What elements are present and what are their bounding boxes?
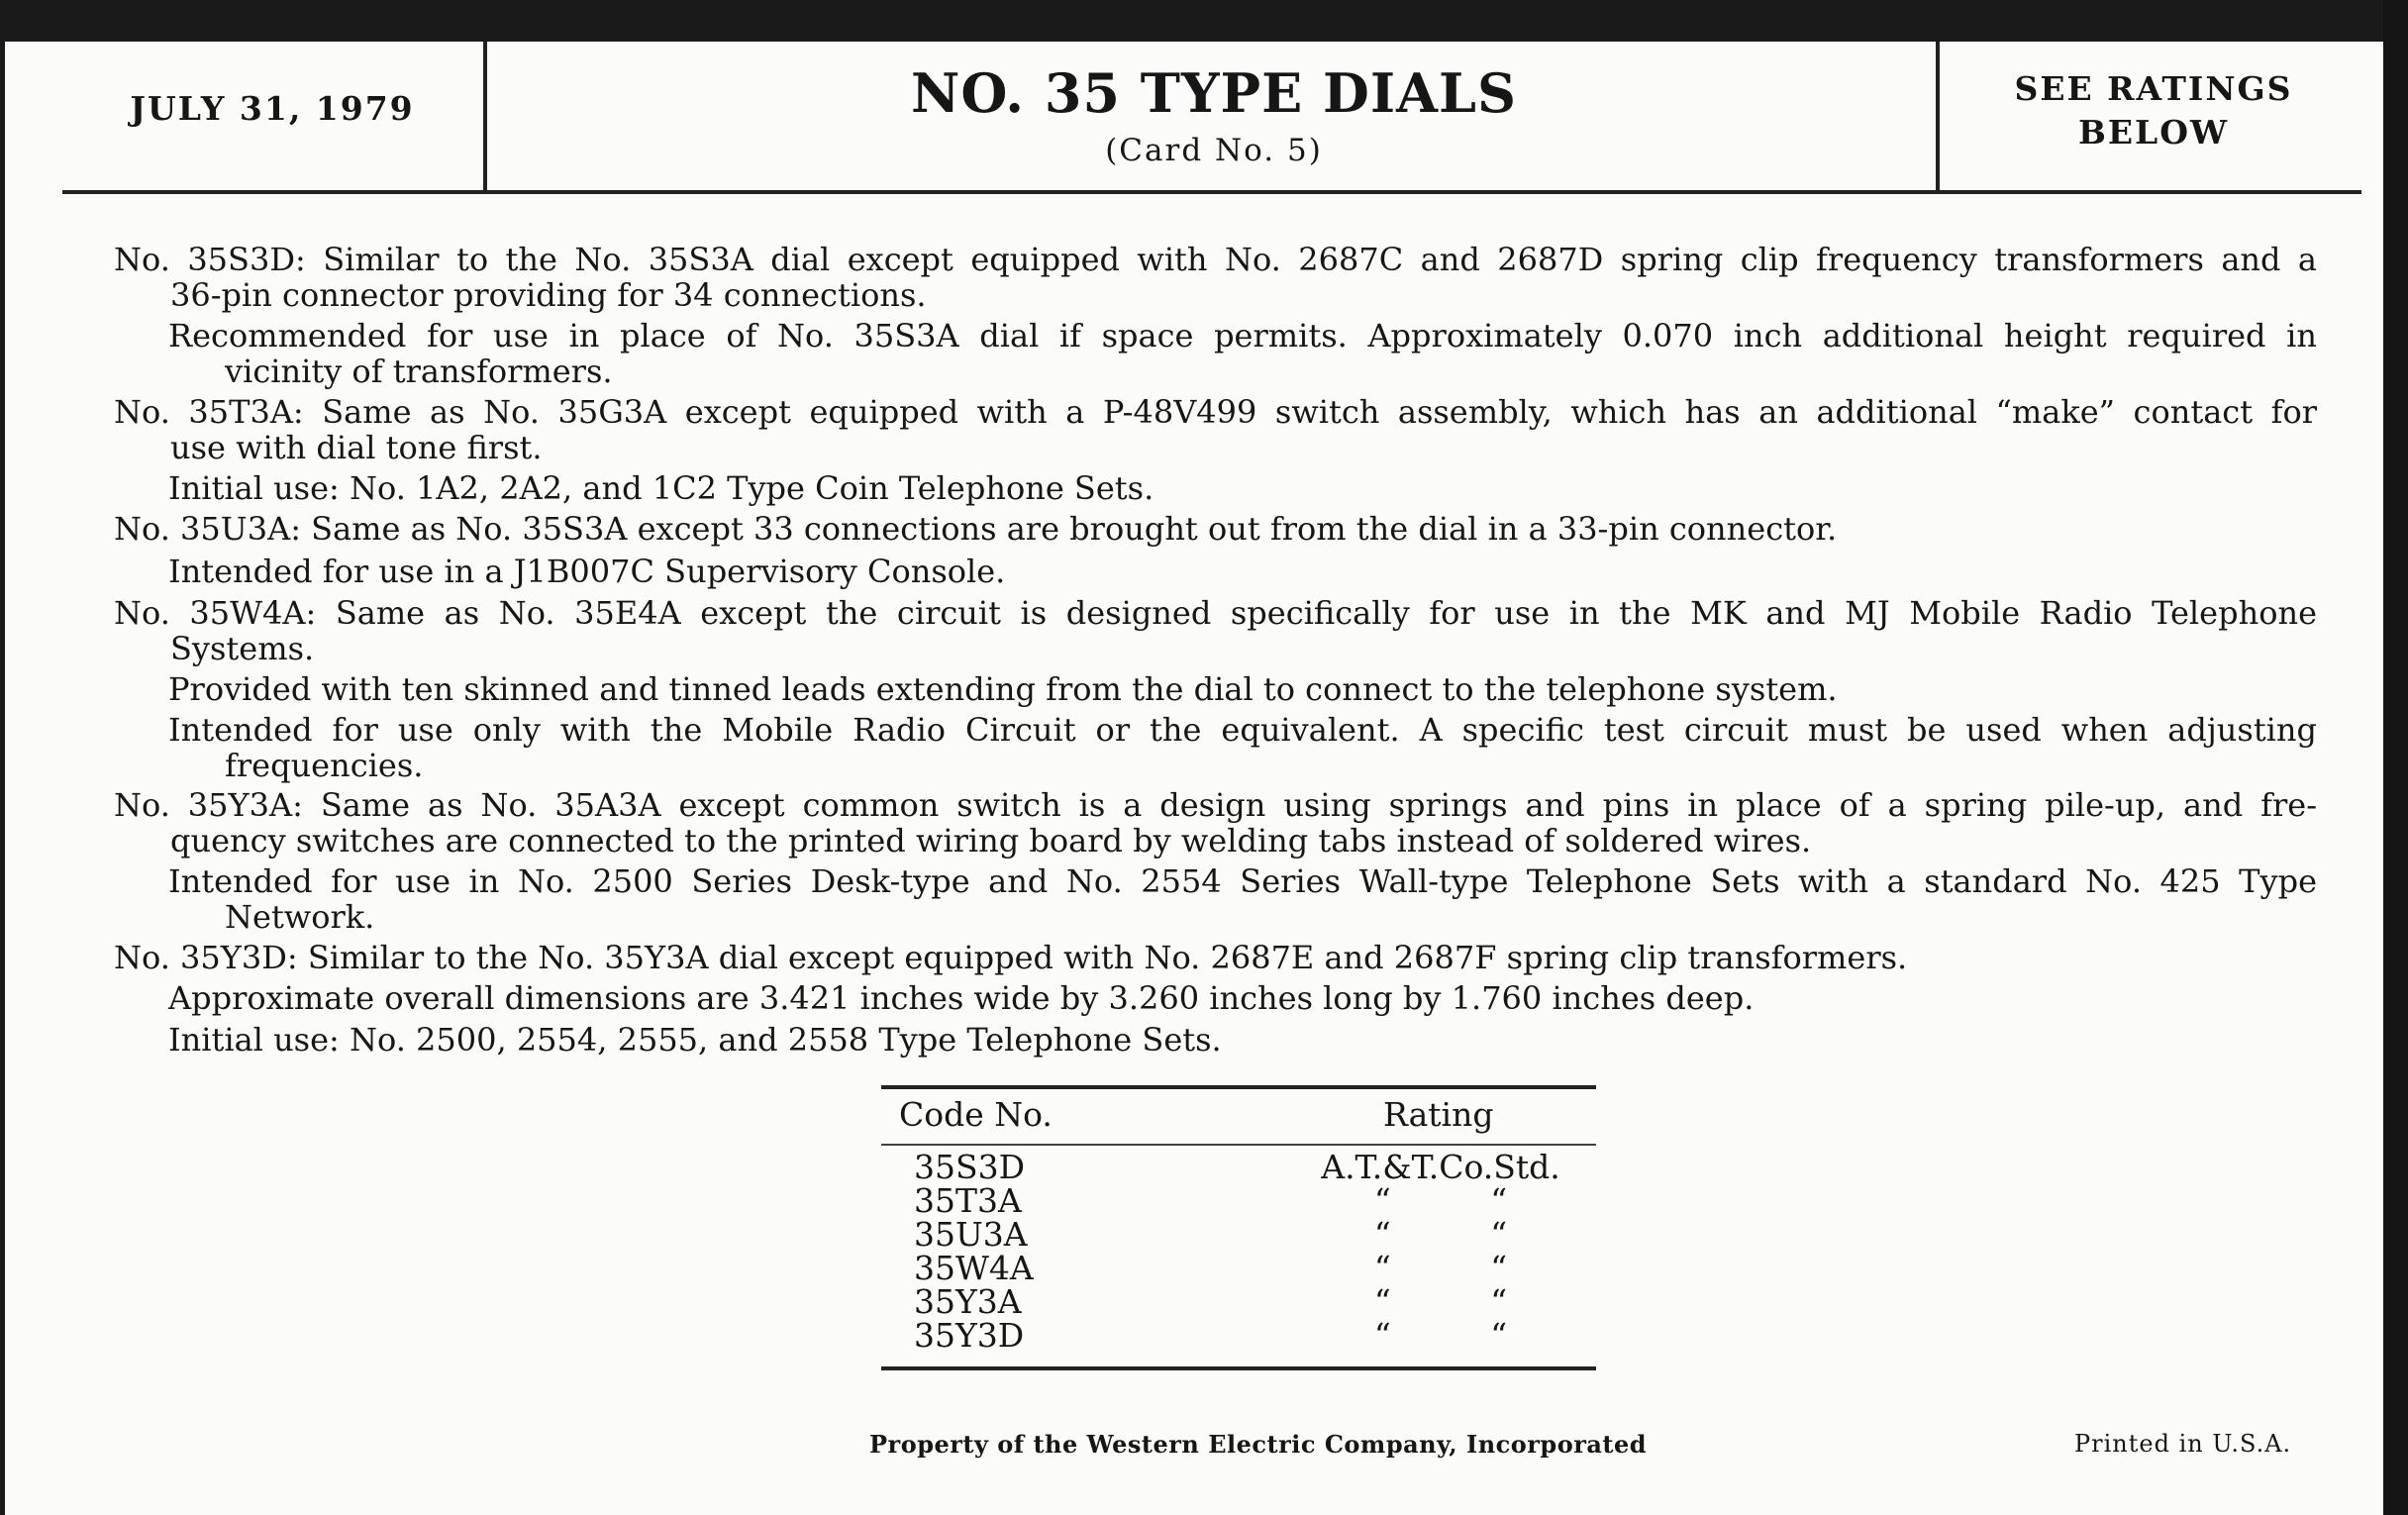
- note-35y3d-use: [168, 1022, 2317, 1058]
- paragraph-line: Intended for use only with the Mobile Radio Circuit or the equivalent. A specific test circuit must be used when adjusting: [168, 711, 2317, 749]
- paragraph-line: No. 35Y3A: Same as No. 35A3A except common switch is a design using springs and pins in place of a spring pile-up, and fre-: [114, 786, 2317, 824]
- paragraph-line: Approximate overall dimensions are 3.421 inches wide by 3.260 inches long by 1.760 inches deep.: [168, 979, 1755, 1017]
- note-35w4a-leads: [168, 671, 2317, 707]
- note-35w4a-use: [168, 712, 2317, 783]
- table-header-rule: [881, 1144, 1596, 1146]
- paragraph-line: quency switches are connected to the printed wiring board by welding tabs instead of soldered wires.: [170, 822, 1812, 859]
- table-top-rule: [881, 1085, 1596, 1089]
- paragraph-line: Recommended for use in place of No. 35S3A dial if space permits. Approximately 0.070 inch additional height required in: [168, 317, 2317, 354]
- paragraph-line: use with dial tone first.: [170, 429, 543, 466]
- note-35y3a: [168, 863, 2317, 935]
- printed-notice: Printed in U.S.A.: [2074, 1430, 2292, 1458]
- table-cell-code: 35Y3A: [914, 1282, 1022, 1321]
- note-35s3d: [168, 318, 2317, 389]
- table-cell-rating: “ “: [1373, 1215, 1508, 1254]
- table-cell-rating: “ “: [1373, 1249, 1508, 1287]
- entry-35s3d: [114, 242, 2317, 313]
- issue-date: JULY 31, 1979: [130, 89, 415, 128]
- paragraph-line: Initial use: No. 2500, 2554, 2555, and 2558 Type Telephone Sets.: [168, 1021, 1222, 1059]
- table-bottom-rule: [881, 1366, 1596, 1370]
- entry-35w4a: [114, 595, 2317, 666]
- table-cell-rating: “ “: [1373, 1181, 1508, 1220]
- paragraph-line: No. 35T3A: Same as No. 35G3A except equipped with a P-48V499 switch assembly, which has an additional “make” contact for: [114, 393, 2317, 431]
- paragraph-line: No. 35S3D: Similar to the No. 35S3A dial except equipped with No. 2687C and 2687D spring clip frequency transformers and a: [114, 241, 2317, 278]
- property-notice: Property of the Western Electric Company, Incorporated: [869, 1430, 1648, 1459]
- note-35t3a: [168, 470, 2317, 506]
- entry-35y3d: [114, 940, 2317, 975]
- ratings-note: [1946, 67, 2361, 154]
- code-column: [914, 1148, 1112, 1355]
- entry-35u3a: [114, 511, 2317, 547]
- table-cell-code: 35W4A: [914, 1249, 1034, 1287]
- ratings-note-line2: BELOW: [2077, 113, 2230, 152]
- paragraph-line: Systems.: [170, 630, 315, 667]
- document-card: [5, 42, 2383, 1515]
- entry-35t3a: [114, 394, 2317, 465]
- paragraph-line: No. 35U3A: Same as No. 35S3A except 33 connections are brought out from the dial in a 33-pin connector.: [114, 510, 1838, 548]
- paragraph-line: frequencies.: [225, 747, 424, 784]
- note-35u3a: [168, 554, 2317, 589]
- card-number: (Card No. 5): [1105, 133, 1323, 168]
- header-rule: [62, 190, 2361, 194]
- scan-edge: [2383, 0, 2408, 1515]
- paragraph-line: Network.: [225, 898, 375, 936]
- table-cell-code: 35T3A: [914, 1181, 1022, 1220]
- paragraph-line: 36-pin connector providing for 34 connections.: [170, 276, 927, 314]
- paragraph-line: vicinity of transformers.: [225, 353, 613, 390]
- table-cell-code: 35S3D: [914, 1148, 1026, 1186]
- table-cell-rating: “ “: [1373, 1282, 1508, 1321]
- column-header-code: Code No.: [899, 1095, 1053, 1134]
- table-cell-rating: A.T.&T.Co.Std.: [1321, 1148, 1560, 1186]
- ratings-note-line1: SEE RATINGS: [2014, 69, 2293, 108]
- paragraph-line: Intended for use in a J1B007C Supervisory Console.: [168, 553, 1006, 590]
- header-divider-left: [483, 42, 487, 190]
- entry-35y3a: [114, 787, 2317, 858]
- note-35y3d-dimensions: [168, 980, 2317, 1016]
- paragraph-line: Provided with ten skinned and tinned leads extending from the dial to connect to the telephone system.: [168, 670, 1838, 708]
- header-divider-right: [1936, 42, 1940, 190]
- column-header-rating: Rating: [1383, 1095, 1494, 1134]
- page-title: NO. 35 TYPE DIALS: [910, 61, 1518, 125]
- table-cell-code: 35Y3D: [914, 1316, 1025, 1355]
- rating-column: [1287, 1148, 1594, 1355]
- paragraph-line: Initial use: No. 1A2, 2A2, and 1C2 Type Coin Telephone Sets.: [168, 469, 1154, 507]
- paragraph-line: Intended for use in No. 2500 Series Desk-type and No. 2554 Series Wall-type Telephone Sets with a standard No. 425 Type: [168, 862, 2317, 900]
- table-cell-code: 35U3A: [914, 1215, 1028, 1254]
- paragraph-line: No. 35W4A: Same as No. 35E4A except the circuit is designed specifically for use in the MK and MJ Mobile Radio Telephone: [114, 594, 2317, 632]
- table-cell-rating: “ “: [1373, 1316, 1508, 1355]
- paragraph-line: No. 35Y3D: Similar to the No. 35Y3A dial except equipped with No. 2687E and 2687F spring clip transformers.: [114, 939, 1908, 976]
